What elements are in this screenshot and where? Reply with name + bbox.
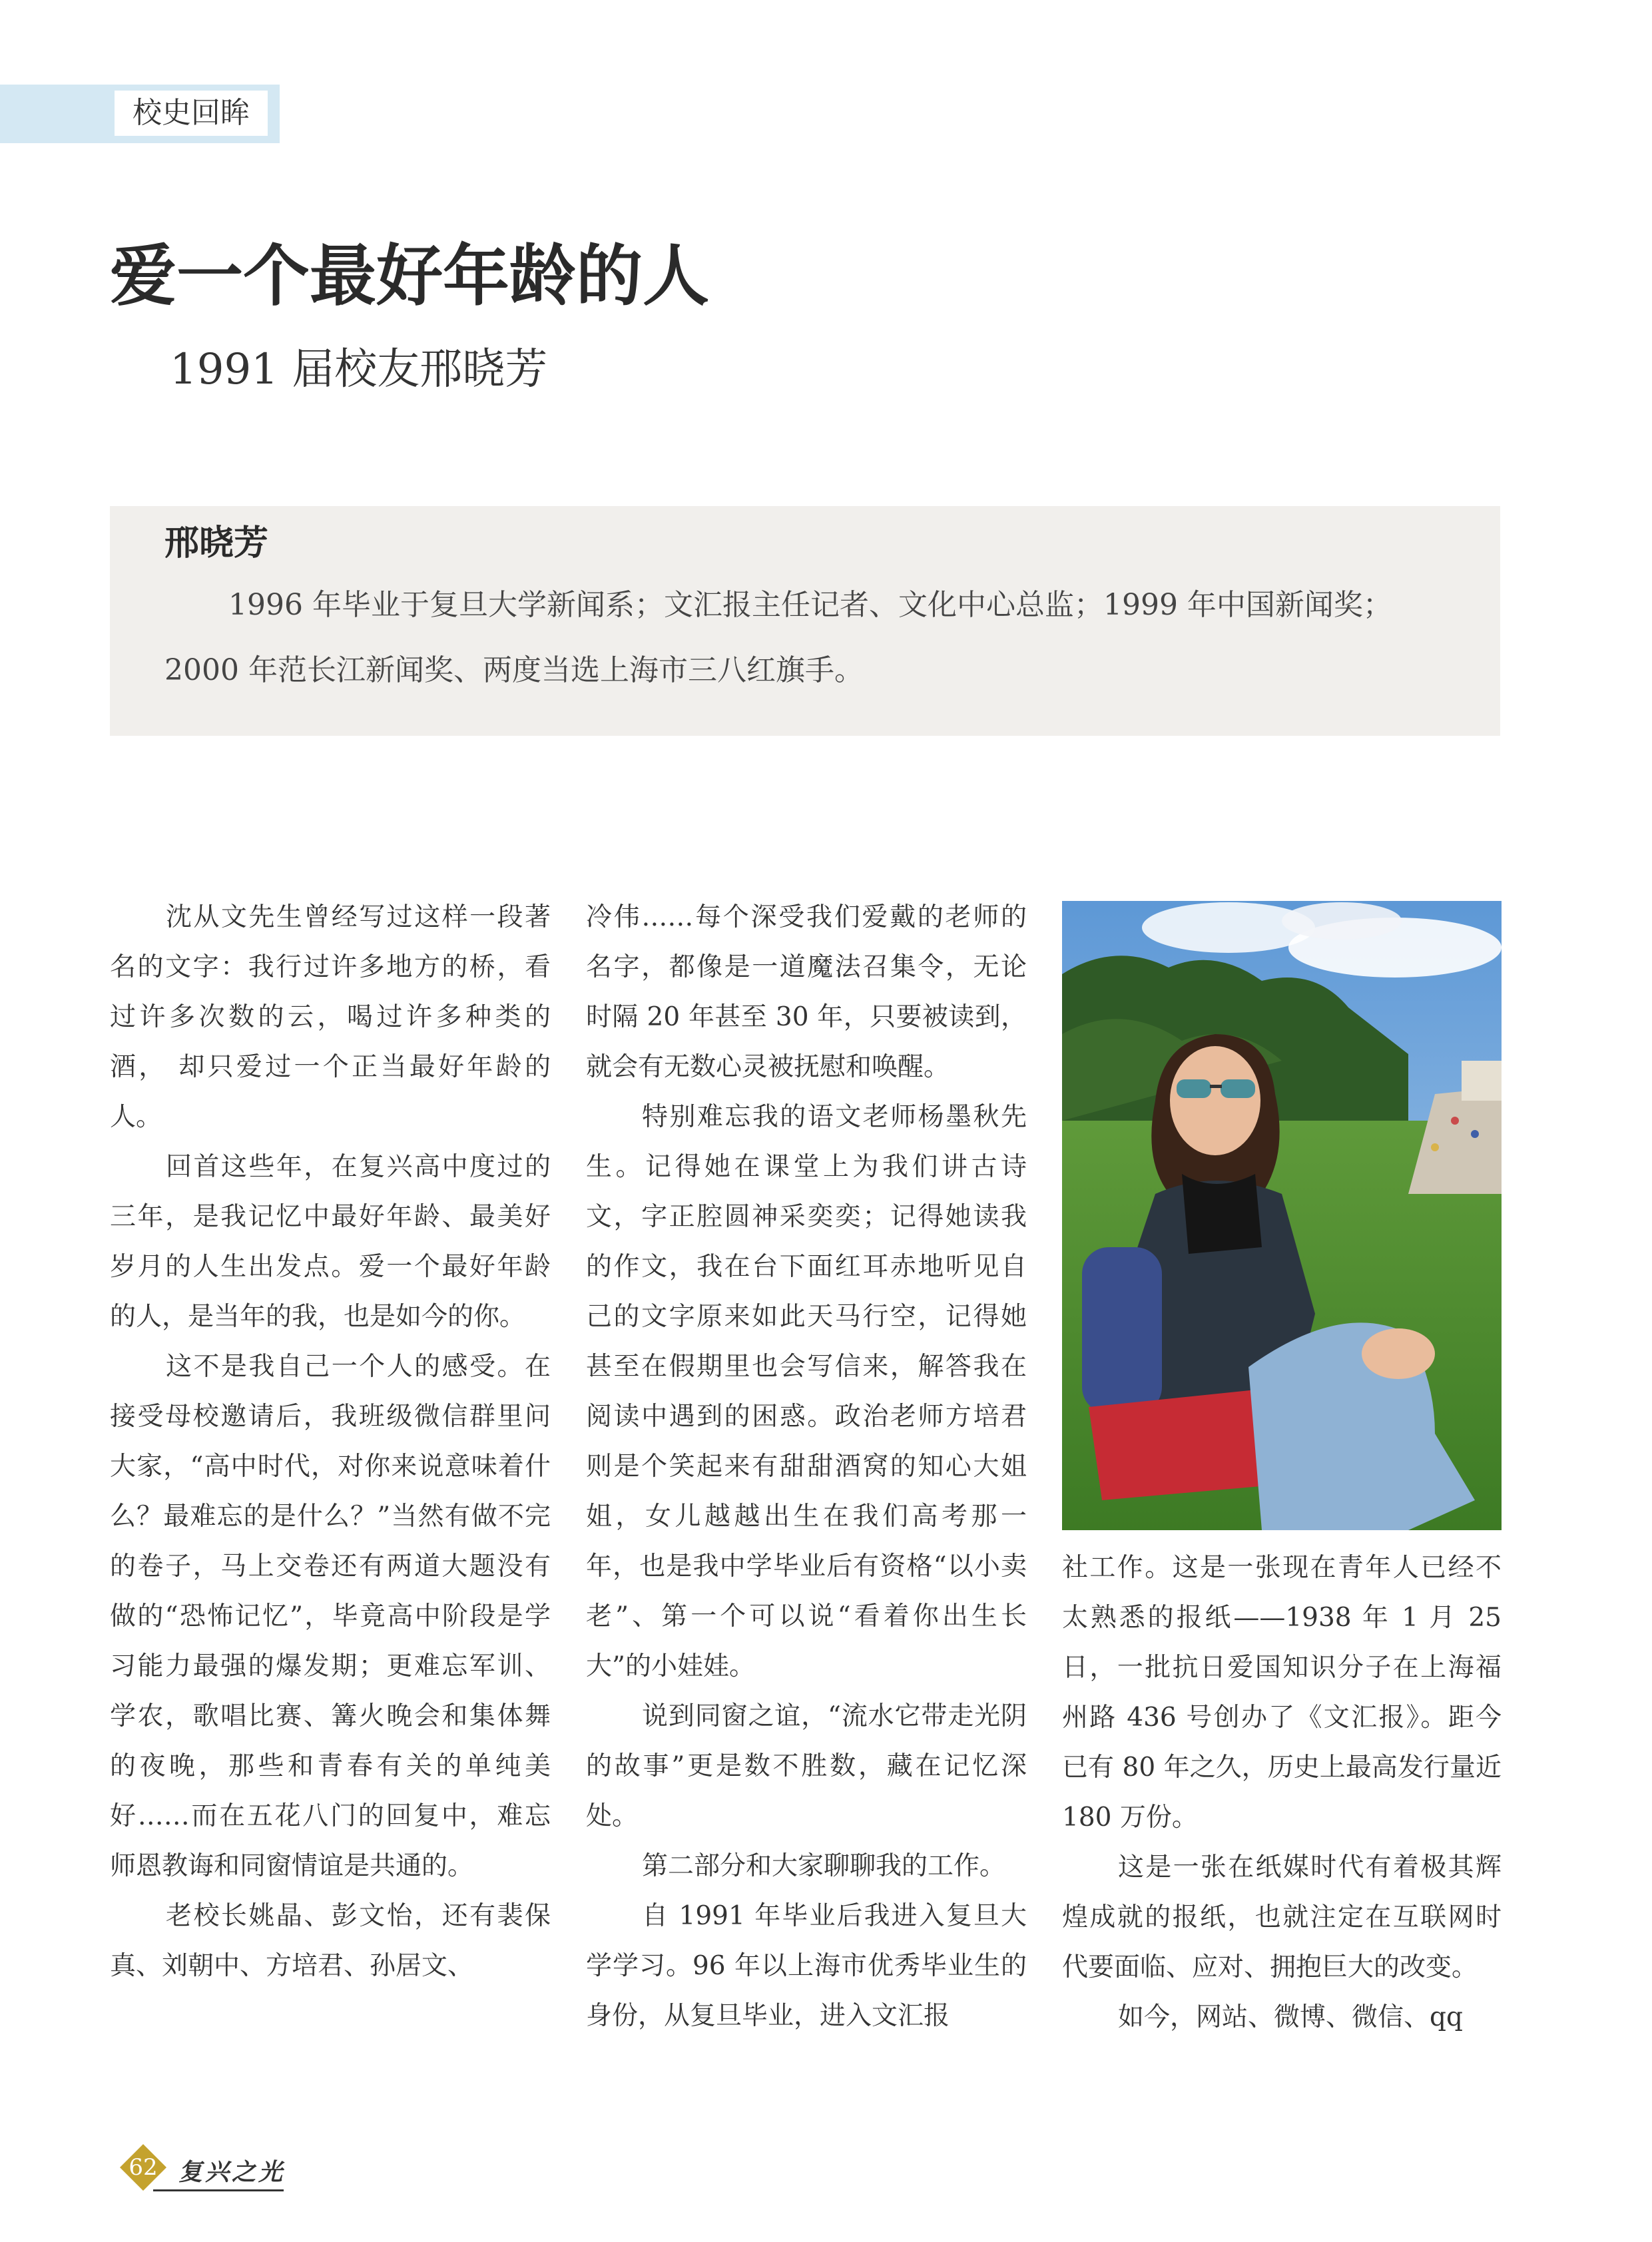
paragraph: 如今，网站、微博、微信、qq (1118, 2002, 1463, 2032)
magazine-name: 复兴之光 (178, 2158, 286, 2186)
section-tag: 校史回眸 (115, 91, 268, 136)
article-title: 爱一个最好年龄的人 (110, 237, 709, 315)
author-bio-text: 1996 年毕业于复旦大学新闻系；文汇报主任记者、文化中心总监；1999 年中国新闻奖；2000 年范长江新闻奖、两度当选上海市三八红旗手。 (164, 588, 1392, 687)
article-byline: 1991 届校友邢晓芳 (170, 345, 548, 394)
paragraph: 说到同窗之谊，“流水它带走光阴的故事”更是数不胜数，藏在记忆深处。 (586, 1701, 1027, 1831)
paragraph: 第二部分和大家聊聊我的工作。 (642, 1851, 1006, 1881)
author-photo (1062, 901, 1502, 1530)
paragraph: 冷伟……每个深受我们爱戴的老师的名字，都像是一道魔法召集令，无论时隔 20 年甚至 30 年，只要被读到，就会有无数心灵被抚慰和唤醒。 (586, 902, 1027, 1082)
paragraph: 社工作。这是一张现在青年人已经不太熟悉的报纸——1938 年 1 月 25 日，一批抗日爱国知识分子在上海福州路 436 号创办了《文汇报》。距今已有 80 年之久，历史上最高发行量近 180 万份。 (1062, 1553, 1502, 1832)
footer-rule (153, 2189, 284, 2191)
paragraph: 特别难忘我的语文老师杨墨秋先生。记得她在课堂上为我们讲古诗文，字正腔圆神采奕奕；记得她读我的作文，我在台下面红耳赤地听见自己的文字原来如此天马行空，记得她甚至在假期里也会写信来，解答我在阅读中遇到的困惑。政治老师方培君则是个笑起来有甜甜酒窝的知心大姐姐，女儿越越出生在我们高考那一年，也是我中学毕业后有资格“以小卖老”、第一个可以说“看着你出生长大”的小娃娃。 (586, 1102, 1027, 1681)
page-number: 62 (129, 2154, 158, 2181)
body-column-1 (110, 892, 551, 1991)
paragraph: 回首这些年，在复兴高中度过的三年，是我记忆中最好年龄、最美好岁月的人生出发点。爱一个最好年龄的人，是当年的我，也是如今的你。 (110, 1152, 551, 1332)
paragraph: 这不是我自己一个人的感受。在接受母校邀请后，我班级微信群里问大家，“高中时代，对你来说意味着什么？最难忘的是什么？”当然有做不完的卷子，马上交卷还有两道大题没有做的“恐怖记忆”，毕竟高中阶段是学习能力最强的爆发期；更难忘军训、学农，歌唱比赛、篝火晚会和集体舞的夜晚，那些和青春有关的单纯美好……而在五花八门的回复中，难忘师恩教诲和同窗情谊是共通的。 (110, 1352, 551, 1881)
body-column-3 (1062, 1543, 1502, 2042)
author-name: 邢晓芳 (164, 523, 269, 563)
paragraph: 沈从文先生曾经写过这样一段著名的文字：我行过许多地方的桥，看过许多次数的云，喝过许多种类的酒， 却只爱过一个正当最好年龄的人。 (110, 902, 551, 1132)
body-column-2 (586, 892, 1027, 2041)
paragraph: 自 1991 年毕业后我进入复旦大学学习。96 年以上海市优秀毕业生的身份，从复旦毕业，进入文汇报 (586, 1901, 1027, 2031)
paragraph: 老校长姚晶、彭文怡，还有裴保真、刘朝中、方培君、孙居文、 (110, 1901, 551, 1981)
paragraph: 这是一张在纸媒时代有着极其辉煌成就的报纸，也就注定在互联网时代要面临、应对、拥抱巨大的改变。 (1062, 1852, 1502, 1982)
